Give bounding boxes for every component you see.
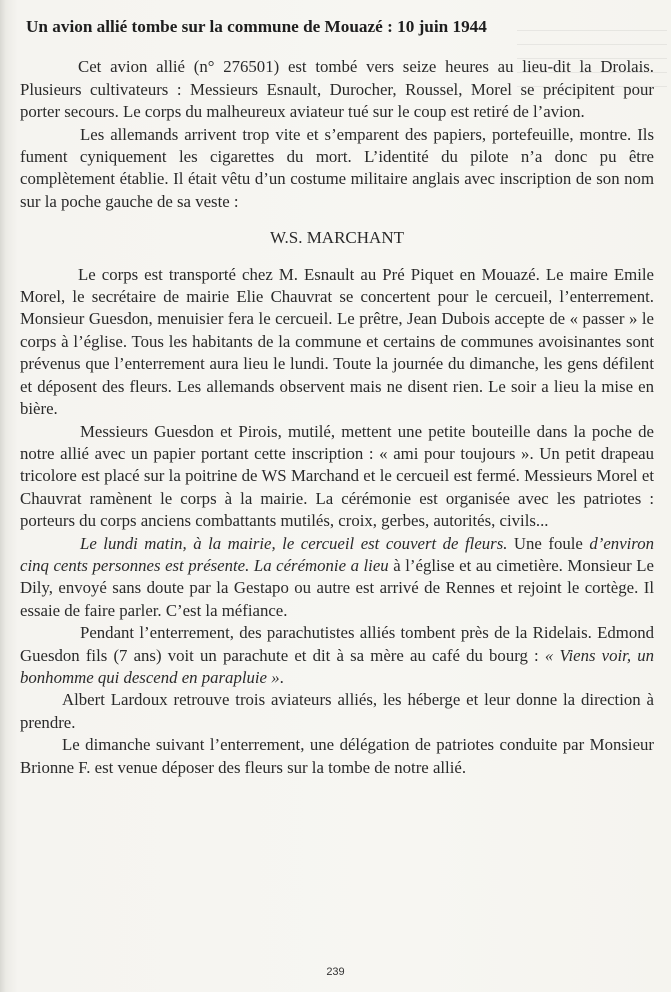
monday-mid: Une foule [507, 533, 590, 553]
paragraph-delegation: Le dimanche suivant l’enterrement, une délégation de patriotes conduite par Monsieur Brionne F. est venue déposer des fleurs sur la tombe de notre allié. [20, 735, 654, 777]
monday-rest: à l’église et au cimetière. Monsieur Le Dily, envoyé sans doute par la Gestapo ou autre est arrivé de Rennes et rejoint le cortège. Il essaie de faire parler. C’est la méfiance. [20, 555, 654, 620]
parachutists-quote: « Viens voir, un bonhomme qui descend en parapluie » [20, 645, 654, 687]
pilot-name: W.S. MARCHANT [270, 228, 404, 248]
paragraph-coffin: Messieurs Guesdon et Pirois, mutilé, mettent une petite bouteille dans la poche de notre allié avec un papier portant cette inscription : « ami pour toujours ». Un petit drapeau tricolore est placé sur la poitrine de WS Marchand et le cercueil est fermé. Messieurs Morel et Chauvrat ramènent le corps à la mairie. La cérémonie est organisée avec les patriotes : porteurs du corps anciens combattants mutilés, croix, gerbes, autorités, civils... [20, 421, 654, 531]
page-number: 239 [326, 966, 345, 978]
paragraph-germans: Les allemands arrivent trop vite et s’emparent des papiers, portefeuille, montre. Ils fument cyniquement les cigarettes du mort. L’identité du pilote n’a donc pu être complètement établie. Il était vêtu d’un costume militaire anglais avec inscription de son nom sur la poche gauche de sa veste : [20, 124, 654, 211]
parachutists-end: . [279, 667, 284, 687]
paragraph-monday [20, 533, 654, 623]
page-text [20, 16, 654, 779]
paragraph-parachutists [20, 622, 654, 689]
paragraph-crash: Cet avion allié (n° 276501) est tombé vers seize heures au lieu-dit la Drolais. Plusieurs cultivateurs : Messieurs Esnault, Durocher, Roussel, Morel se précipitent pour porter secours. Le corps du malheureux aviateur tué sur le coup est retiré de l’avion. [20, 57, 654, 122]
paragraph-body-transport: Le corps est transporté chez M. Esnault au Pré Piquet en Mouazé. Le maire Emile Morel, le secrétaire de mairie Elie Chauvrat se concertent pour le cercueil, l’enterrement. Monsieur Guesdon, menuisier fera le cercueil. Le prêtre, Jean Dubois accepte de « passer » le corps à l’église. Tous les habitants de la commune et certains de communes avoisinantes sont prévenus que l’enterrement aura lieu le lundi. Toute la journée du dimanche, les gens défilent et déposent des fleurs. Les allemands observent mais ne disent rien. Le soir a lieu la mise en bière. [20, 264, 654, 419]
monday-italic-2: d’environ cinq cents personnes est présente. La cérémonie a lieu [20, 533, 654, 575]
monday-italic: Le lundi matin, à la mairie, le cercueil est couvert de fleurs. [80, 533, 508, 553]
paragraph-lardoux: Albert Lardoux retrouve trois aviateurs alliés, les héberge et leur donne la direction à prendre. [20, 690, 654, 732]
parachutists-text: Pendant l’enterrement, des parachutistes alliés tombent près de la Ridelais. Edmond Guesdon fils (7 ans) voit un parachute et dit à sa mère au café du bourg : [20, 623, 654, 665]
page-title: Un avion allié tombe sur la commune de Mouazé : 10 juin 1944 [26, 17, 487, 36]
